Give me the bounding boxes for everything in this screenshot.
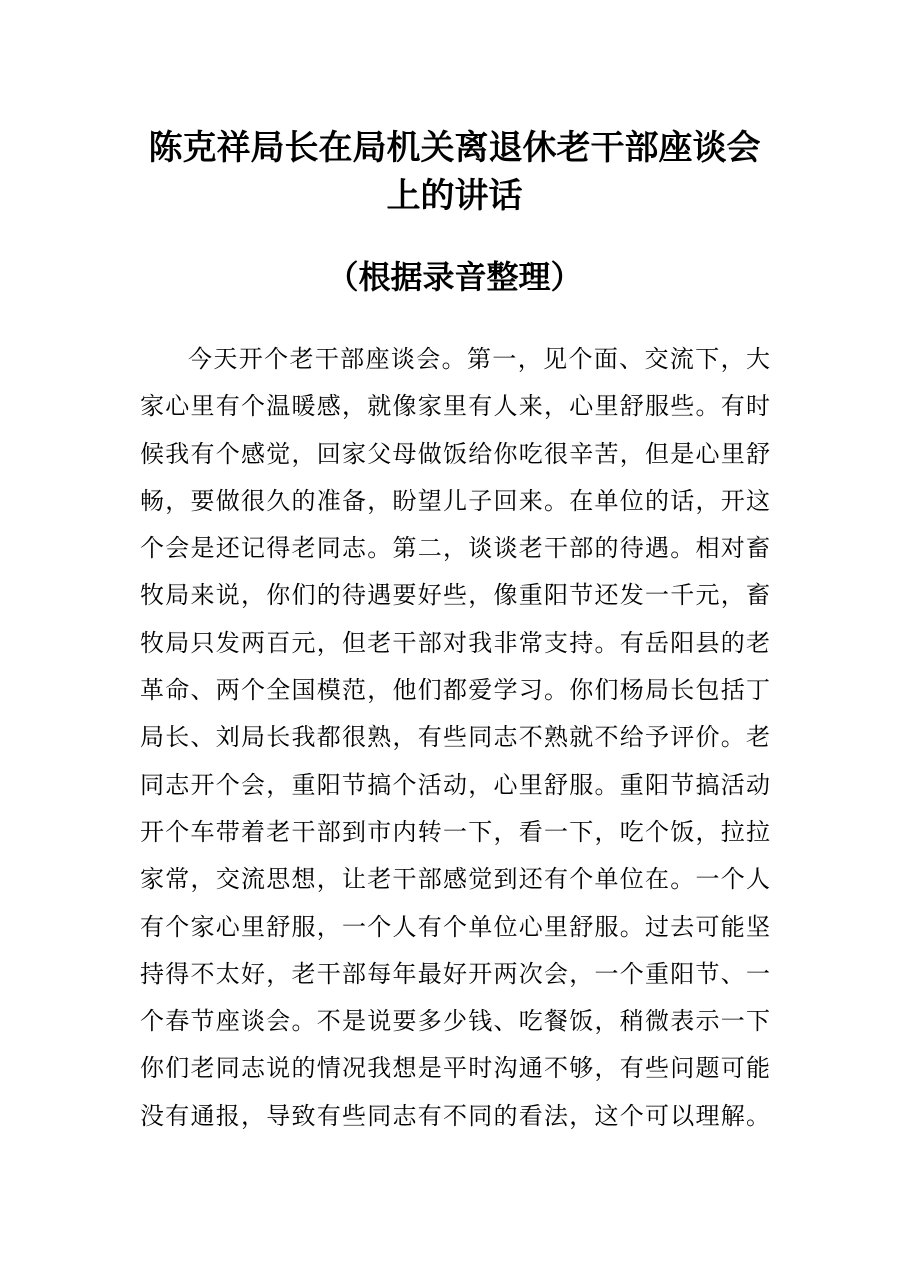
speech-paragraph [140, 336, 770, 1140]
paragraph-line: 候我有个感觉，回家父母做饭给你吃很辛苦，但是心里舒 [140, 439, 770, 468]
paragraph-line: 有个家心里舒服，一个人有个单位心里舒服。过去可能坚 [140, 912, 770, 941]
paragraph-line: 牧局只发两百元，但老干部对我非常支持。有岳阳县的老 [140, 628, 770, 657]
paragraph-line: 家心里有个温暖感，就像家里有人来，心里舒服些。有时 [140, 392, 770, 421]
paragraph-line: 畅，要做很久的准备，盼望儿子回来。在单位的话，开这 [140, 486, 770, 515]
paragraph-line: 持得不太好，老干部每年最好开两次会，一个重阳节、一 [140, 959, 770, 988]
paragraph-line: 个春节座谈会。不是说要多少钱、吃餐饭，稍微表示一下 [140, 1007, 770, 1036]
document-title-line-1: 陈克祥局长在局机关离退休老干部座谈会 [148, 128, 761, 168]
paragraph-line: 同志开个会，重阳节搞个活动，心里舒服。重阳节搞活动 [140, 770, 770, 799]
paragraph-line: 局长、刘局长我都很熟，有些同志不熟就不给予评价。老 [140, 723, 770, 752]
document-subtitle: （根据录音整理） [326, 258, 583, 296]
paragraph-line: 今天开个老干部座谈会。第一，见个面、交流下，大 [188, 345, 770, 373]
document-title-line-2: 上的讲话 [386, 176, 523, 216]
paragraph-line: 革命、两个全国模范，他们都爱学习。你们杨局长包括丁 [140, 676, 770, 705]
paragraph-line: 个会是还记得老同志。第二，谈谈老干部的待遇。相对畜 [140, 534, 770, 563]
paragraph-line: 没有通报，导致有些同志有不同的看法，这个可以理解。 [140, 1101, 770, 1130]
paragraph-line: 牧局来说，你们的待遇要好些，像重阳节还发一千元，畜 [140, 581, 770, 610]
paragraph-line: 你们老同志说的情况我想是平时沟通不够，有些问题可能 [140, 1054, 770, 1083]
paragraph-line: 开个车带着老干部到市内转一下，看一下，吃个饭，拉拉 [140, 817, 770, 846]
paragraph-line: 家常，交流思想，让老干部感觉到还有个单位在。一个人 [140, 865, 770, 894]
